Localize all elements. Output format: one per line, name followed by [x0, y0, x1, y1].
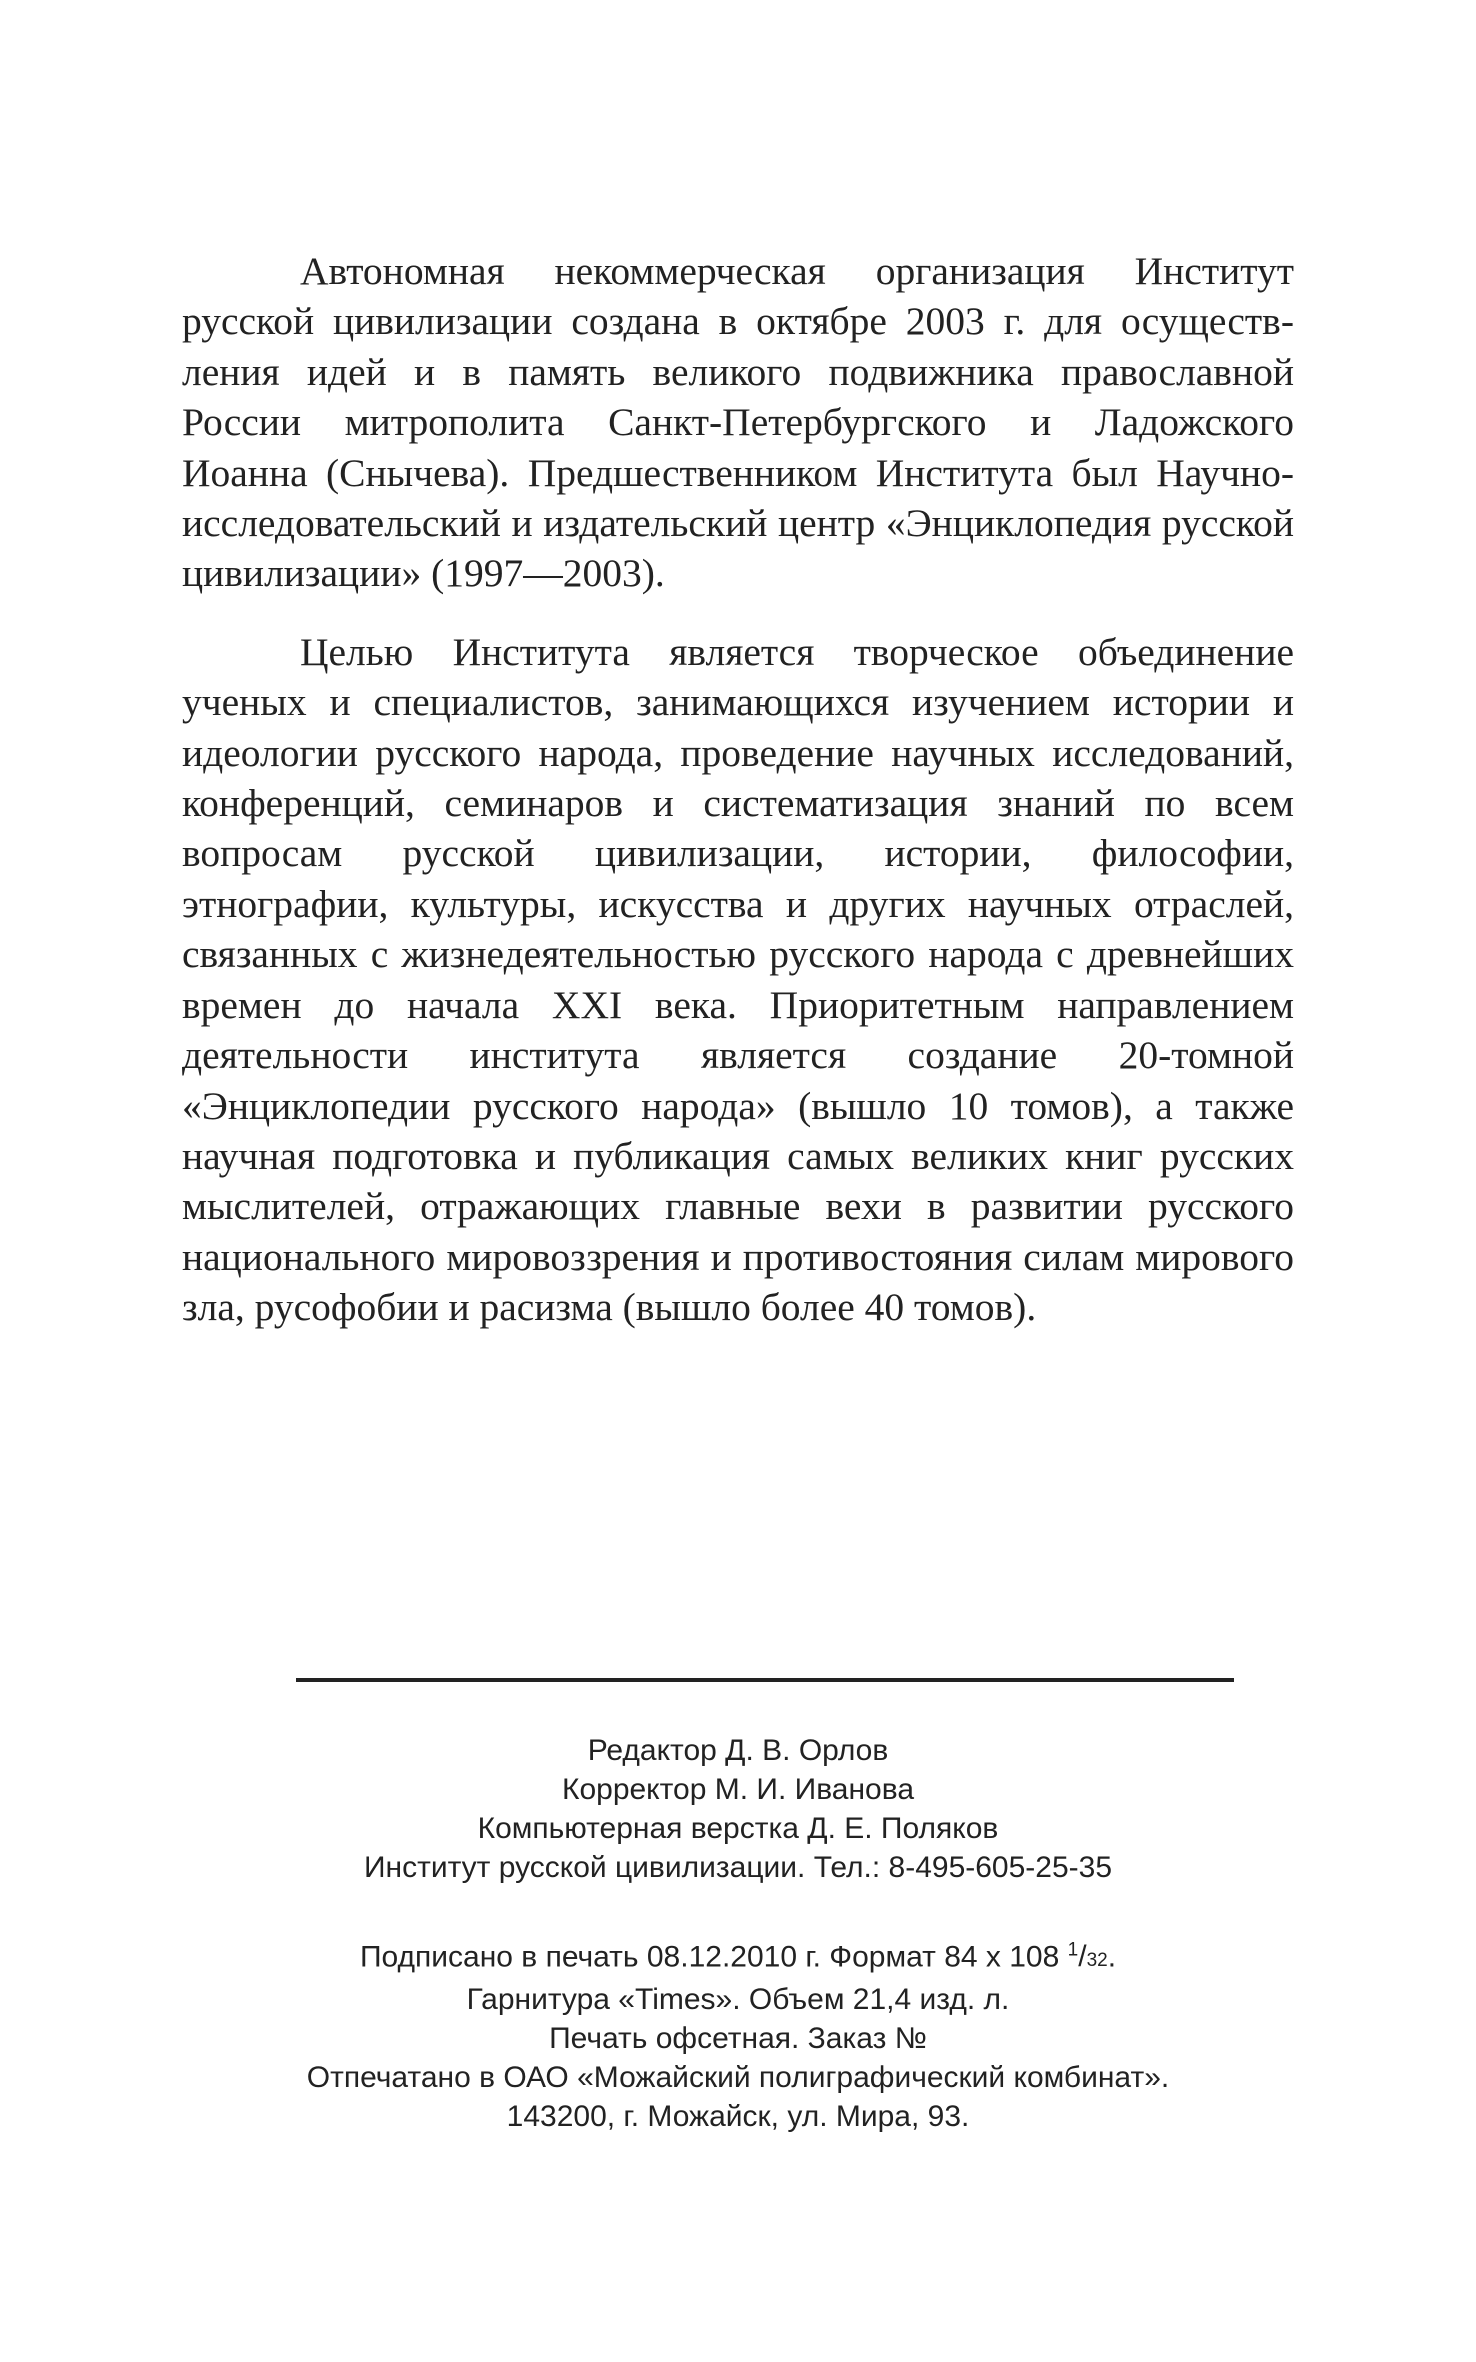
signed-to-print-text: Подписано в печать 08.12.2010 г. Формат 84 x 108	[359, 1940, 1068, 1974]
format-end: .	[1107, 1940, 1117, 1974]
paragraph-institute-history: Автономная некоммерческая организация Институт русской цивилизации создана в октябре 2003 г. для осуществления идей и в память великого подвижника православной России митрополита Санкт-Петербургского и Ладожского Иоанна (Снычева). Предшественником Института был Научно-исследовательский и издательский центр «Энциклопедия русской цивилизации» (1997—2003).	[182, 249, 1294, 596]
proofreader-line: Корректор М. И. Иванова	[561, 1773, 915, 1806]
format-fraction-denominator: 32	[1086, 1950, 1108, 1972]
typeface-line: Гарнитура «Times». Объем 21,4 изд. л.	[466, 1983, 1010, 2017]
signed-to-print-line	[0, 1931, 1476, 1980]
paragraph-institute-goals: Целью Института является творческое объединение ученых и специалистов, занимающихся изучением истории и идеологии русского народа, проведение научных исследований, конференций, семинаров и систематизация знаний по всем вопросам русской цивилизации, истории, философии, этнографии, культуры, искусства и других научных отраслей, связанных с жизнедеятельностью русского народа с древнейших времен до начала XXI века. Приоритетным направлением деятельности института является создание 20-томной «Энциклопедии русского народа» (вышло 10 томов), а также научная подготовка и публикация самых великих книг русских мыслителей, отражающих главные вехи в развитии русского национального мировоззрения и противостояния силам мирового зла, русофобии и расизма (вышло более 40 томов).	[182, 629, 1294, 1330]
format-fraction-numerator: 1	[1067, 1940, 1079, 1961]
imprint-print-details	[0, 1931, 1476, 2136]
main-text	[182, 246, 1294, 1333]
publisher-line: Институт русской цивилизации. Тел.: 8-495-605-25-35	[363, 1851, 1113, 1884]
address-line: 143200, г. Можайск, ул. Мира, 93.	[506, 2100, 970, 2134]
format-fraction: 1/32	[1067, 1940, 1108, 1974]
printed-at-line: Отпечатано в ОАО «Можайский полиграфический комбинат».	[306, 2061, 1170, 2095]
editor-line: Редактор Д. В. Орлов	[587, 1734, 889, 1767]
imprint-credits	[0, 1731, 1476, 1887]
print-order-line: Печать офсетная. Заказ №	[549, 2022, 927, 2056]
layout-line: Компьютерная верстка Д. Е. Поляков	[477, 1812, 999, 1845]
divider-rule	[296, 1678, 1234, 1682]
